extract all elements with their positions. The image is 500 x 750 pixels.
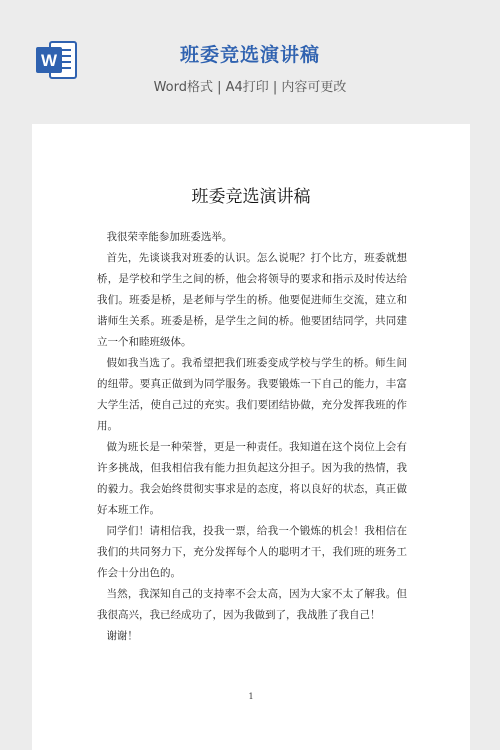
paragraph: 首先，先谈谈我对班委的认识。怎么说呢？打个比方，班委就想桥，是学校和学生之间的桥，他会将领导的要求和指示及时传达给我们。班委是桥，是老师与学生的桥。他要促进师生交流，建立和谐师生关系。班委是桥，是学生之间的桥。他要团结同学，共同建立一个和睦班级体。 <box>97 252 407 348</box>
page-number: 1 <box>248 692 254 701</box>
paragraph: 当然，我深知自己的支持率不会太高，因为大家不太了解我。但我很高兴，我已经成功了，因为我做到了，我战胜了我自己！ <box>97 588 407 621</box>
paragraph: 假如我当选了。我希望把我们班委变成学校与学生的桥。师生间的纽带。要真正做到为同学服务。我要锻炼一下自己的能力，丰富大学生活，使自己过的充实。我们要团结协做，充分发挥我班的作用。 <box>97 357 407 432</box>
svg-text:W: W <box>40 51 58 70</box>
document-body <box>97 227 407 647</box>
paragraph: 做为班长是一种荣誉，更是一种责任。我知道在这个岗位上会有许多挑战，但我相信我有能力担负起这分担子。因为我的热情，我的毅力。我会始终贯彻实事求是的态度，将以良好的状态，真正做好本班工作。 <box>97 441 407 516</box>
document-page <box>32 124 470 750</box>
paragraph: 同学们！请相信我，投我一票，给我一个锻炼的机会！我相信在我们的共同努力下，充分发挥每个人的聪明才干，我们班的班务工作会十分出色的。 <box>97 525 407 579</box>
document-title: 班委竞选演讲稿 <box>191 187 311 207</box>
paragraph: 我很荣幸能参加班委选举。 <box>106 231 233 243</box>
header-title: 班委竞选演讲稿 <box>179 44 320 66</box>
header-banner <box>0 0 500 122</box>
paragraph: 谢谢！ <box>106 630 138 642</box>
header-subtitle: Word格式 | A4打印 | 内容可更改 <box>153 80 347 95</box>
